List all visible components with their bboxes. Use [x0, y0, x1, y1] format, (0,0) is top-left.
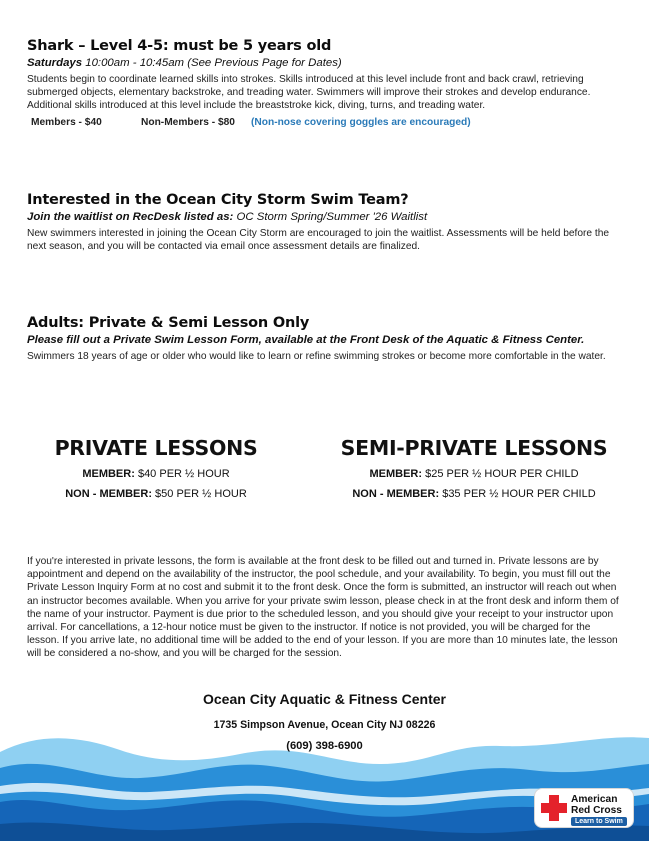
storm-description: New swimmers interested in joining the Ocean City Storm are encouraged to join the waitlist. Assessments will be held before the next season, and you will be contacted via email once assessment details are finalized. [27, 228, 610, 253]
footer-center-name: Ocean City Aquatic & Fitness Center [203, 691, 446, 707]
red-cross-icon [541, 795, 567, 821]
storm-waitlist [27, 211, 627, 223]
semi-nonmember-value: $35 PER ½ HOUR PER CHILD [439, 488, 596, 500]
red-cross-learn-to-swim-badge [534, 788, 634, 828]
storm-swim-team-section [27, 192, 627, 253]
footer-address: 1735 Simpson Avenue, Ocean City NJ 08226 [213, 719, 436, 731]
semi-member-price [324, 468, 624, 480]
private-nonmember-value: $50 PER ½ HOUR [152, 488, 247, 500]
semi-member-value: $25 PER ½ HOUR PER CHILD [422, 468, 579, 480]
red-cross-line1: American [571, 794, 618, 805]
semi-nonmember-price [324, 488, 624, 500]
shark-title: Shark – Level 4-5: must be 5 years old [27, 38, 332, 54]
private-member-label: MEMBER: [82, 468, 135, 480]
private-lessons-block [6, 436, 306, 500]
semi-private-lessons-title: SEMI-PRIVATE LESSONS [340, 436, 608, 460]
shark-pricing [27, 117, 627, 128]
private-lesson-info-paragraph: If you're interested in private lessons, the form is available at the front desk to be filled out and turned in. Private lessons are by appointment and depend on the availability of the instructor, the pool schedule, and your availability. To begin, you must fill out the Private Lesson Inquiry Form at no cost and submit it to the front desk. Once the form is submitted, an instructor will reach out when an instructor becomes available. When you arrive for your private swim lesson, please check in at the front desk and inform them of the name of your instructor. Payment is due prior to the scheduled lesson, and you should give your receipt to your instructor upon arrival. For cancellations, a 12-hour notice must be given to the instructor. If notice is not provided, you will be charged for the lesson. If you arrive late, no additional time will be added to the end of your lesson. If you are more than 10 minutes late, the lesson will be considered a no-show, and you will be charged for the session. [27, 556, 619, 660]
adults-description: Swimmers 18 years of age or older who would like to learn or refine swimming strokes or become more comfortable in the water. [27, 351, 606, 362]
adults-section [27, 315, 627, 363]
private-member-value: $40 PER ½ HOUR [134, 468, 230, 480]
red-cross-line2: Red Cross [571, 805, 622, 816]
shark-schedule [27, 57, 627, 69]
semi-private-lessons-block [324, 436, 624, 500]
private-member-price [6, 468, 306, 480]
shark-nonmembers-price: Non-Members - $80 [141, 116, 235, 128]
private-lessons-title: PRIVATE LESSONS [54, 436, 258, 460]
goggles-note: (Non-nose covering goggles are encouraged) [251, 116, 471, 128]
adults-instruction: Please fill out a Private Swim Lesson Form, available at the Front Desk of the Aquatic & Fitness Center. [27, 334, 585, 346]
shark-members-price: Members - $40 [31, 116, 102, 128]
footer-phone: (609) 398-6900 [286, 740, 363, 752]
adults-title: Adults: Private & Semi Lesson Only [27, 315, 310, 331]
shark-description: Students begin to coordinate learned skills into strokes. Skills introduced at this level include front and back crawl, retrieving submerged objects, elementary backstroke, and treading water. Swimmers will improve their strokes and develop endurance. Additional skills introduced at this level include the breaststroke kick, diving, turns, and treading water. [27, 74, 591, 112]
shark-level-section [27, 38, 627, 128]
storm-waitlist-label: Join the waitlist on RecDesk listed as: [27, 211, 234, 223]
storm-title: Interested in the Ocean City Storm Swim Team? [27, 192, 409, 208]
semi-member-label: MEMBER: [369, 468, 423, 480]
shark-schedule-day: Saturdays [27, 57, 83, 69]
shark-schedule-time: 10:00am - 10:45am (See Previous Page for Dates) [82, 57, 342, 69]
learn-to-swim-tag: Learn to Swim [571, 817, 627, 826]
storm-waitlist-name: OC Storm Spring/Summer '26 Waitlist [233, 211, 428, 223]
private-nonmember-price [6, 488, 306, 500]
semi-nonmember-label: NON - MEMBER: [352, 488, 440, 500]
red-cross-name [571, 794, 622, 816]
private-nonmember-label: NON - MEMBER: [65, 488, 152, 500]
